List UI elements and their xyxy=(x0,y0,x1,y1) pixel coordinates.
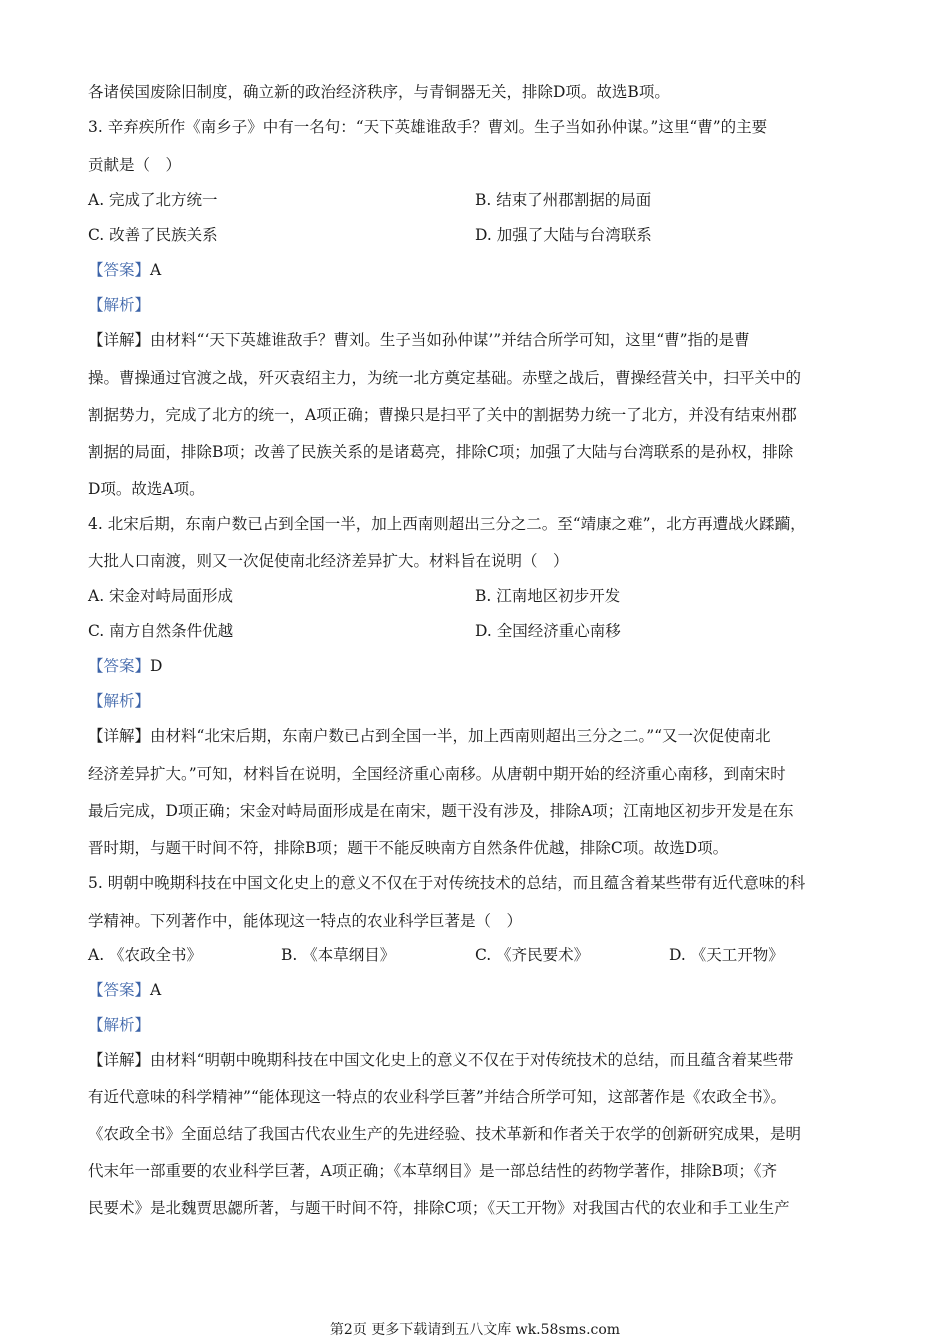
q4-detail-text: 由材料“北宋后期，东南户数已占到全国一半，加上西南则超出三分之二。”“又一次促使南北 xyxy=(150,727,771,745)
q5-stem-line-1: 5. 明朝中晚期科技在中国文化史上的意义不仅在于对传统技术的总结，而且蕴含着某些带有近代意味的科 xyxy=(88,874,806,892)
detail-tag: 【详解】 xyxy=(88,331,151,349)
q3-answer-value: A xyxy=(150,261,162,279)
q5-answer xyxy=(88,980,161,1000)
detail-tag: 【详解】 xyxy=(88,727,151,745)
q3-stem-line-2: 贡献是（ ） xyxy=(88,156,182,174)
q3-detail-text: 由材料“‘天下英雄谁敌手？曹刘。生子当如孙仲谋’”并结合所学可知，这里“曹”指的是曹 xyxy=(150,331,750,349)
q5-detail-line-5: 民要术》是北魏贾思勰所著，与题干时间不符，排除C项；《天工开物》对我国古代的农业和手工业生产 xyxy=(88,1199,790,1217)
q4-option-d: D. 全国经济重心南移 xyxy=(475,622,621,640)
detail-tag: 【详解】 xyxy=(88,1051,151,1069)
q5-detail-line-2: 有近代意味的科学精神”“能体现这一特点的农业科学巨著”并结合所学可知，这部著作是《农政全书》。 xyxy=(88,1088,787,1106)
q4-analysis-tag: 【解析】 xyxy=(88,692,151,710)
q5-detail-line-1 xyxy=(88,1050,793,1070)
q3-detail-line-3: 割据势力，完成了北方的统一，A项正确；曹操只是扫平了关中的割据势力统一了北方，并没有结束州郡 xyxy=(88,406,797,424)
q4-option-a: A. 宋金对峙局面形成 xyxy=(88,587,234,605)
q4-detail-line-1 xyxy=(88,726,771,746)
q3-option-a: A. 完成了北方统一 xyxy=(88,191,218,209)
q3-detail-line-1 xyxy=(88,330,750,350)
q4-detail-line-2: 经济差异扩大。”可知，材料旨在说明，全国经济重心南移。从唐朝中期开始的经济重心南移，到南宋时 xyxy=(88,765,786,783)
q4-answer-value: D xyxy=(150,657,163,675)
q5-answer-value: A xyxy=(150,981,162,999)
q4-detail-line-3: 最后完成，D项正确；宋金对峙局面形成是在南宋，题干没有涉及，排除A项；江南地区初步开发是在东 xyxy=(88,802,794,820)
q4-option-c: C. 南方自然条件优越 xyxy=(88,622,234,640)
q4-detail-line-4: 晋时期，与题干时间不符，排除B项；题干不能反映南方自然条件优越，排除C项。故选D项。 xyxy=(88,839,729,857)
answer-tag: 【答案】 xyxy=(88,261,151,279)
q3-option-c: C. 改善了民族关系 xyxy=(88,226,218,244)
q5-stem-line-2: 学精神。下列著作中，能体现这一特点的农业科学巨著是（ ） xyxy=(88,912,523,930)
q3-option-d: D. 加强了大陆与台湾联系 xyxy=(475,226,652,244)
q5-detail-line-3: 《农政全书》全面总结了我国古代农业生产的先进经验、技术革新和作者关于农学的创新研究成果，是明 xyxy=(88,1125,802,1143)
q5-detail-line-4: 代末年一部重要的农业科学巨著，A项正确；《本草纲目》是一部总结性的药物学著作，排除B项；《齐 xyxy=(88,1162,778,1180)
page-footer: 第2页 更多下载请到五八文库 wk.58sms.com xyxy=(329,1322,621,1338)
q3-analysis-tag: 【解析】 xyxy=(88,296,151,314)
intro-text: 各诸侯国废除旧制度，确立新的政治经济秩序，与青铜器无关，排除D项。故选B项。 xyxy=(88,83,670,101)
q4-answer xyxy=(88,656,162,676)
q4-stem-line-1: 4. 北宋后期，东南户数已占到全国一半，加上西南则超出三分之二。至“靖康之难”，北方再遭战火蹂躏， xyxy=(88,515,806,533)
q4-option-b: B. 江南地区初步开发 xyxy=(475,587,621,605)
q4-stem-line-2: 大批人口南渡，则又一次促使南北经济差异扩大。材料旨在说明（ ） xyxy=(88,552,569,570)
q3-option-b: B. 结束了州郡割据的局面 xyxy=(475,191,652,209)
q5-option-c: C. 《齐民要术》 xyxy=(475,946,590,964)
q3-detail-line-4: 割据的局面，排除B项；改善了民族关系的是诸葛亮，排除C项；加强了大陆与台湾联系的是孙权，排除 xyxy=(88,443,794,461)
q5-option-b: B. 《本草纲目》 xyxy=(281,946,396,964)
q3-detail-line-5: D项。故选A项。 xyxy=(88,480,205,498)
q5-option-a: A. 《农政全书》 xyxy=(88,946,203,964)
answer-tag: 【答案】 xyxy=(88,657,151,675)
q5-analysis-tag: 【解析】 xyxy=(88,1016,151,1034)
q3-answer xyxy=(88,260,161,280)
q5-option-d: D. 《天工开物》 xyxy=(669,946,784,964)
answer-tag: 【答案】 xyxy=(88,981,151,999)
q3-detail-line-2: 操。曹操通过官渡之战，歼灭袁绍主力，为统一北方奠定基础。赤壁之战后，曹操经营关中，扫平关中的 xyxy=(88,369,802,387)
q3-stem-line-1: 3. 辛弃疾所作《南乡子》中有一名句：“天下英雄谁敌手？曹刘。生子当如孙仲谋。”这里“曹”的主要 xyxy=(88,118,768,136)
q5-detail-text: 由材料“明朝中晚期科技在中国文化史上的意义不仅在于对传统技术的总结，而且蕴含着某些带 xyxy=(150,1051,794,1069)
